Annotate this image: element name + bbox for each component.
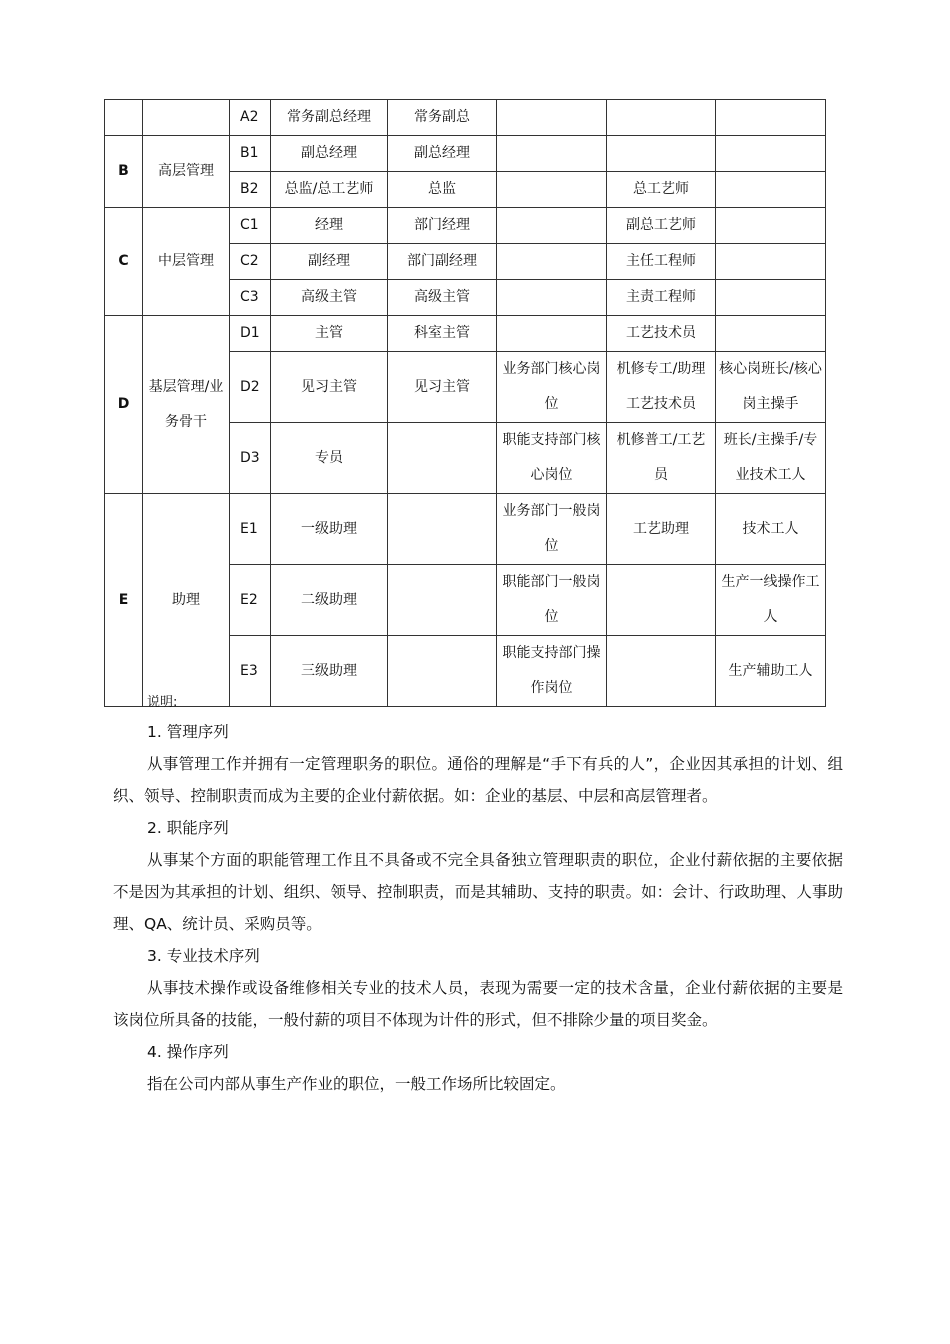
table-cell [607,100,716,136]
table-cell: 高级主管 [388,280,497,316]
table-cell: 常务副总经理 [271,100,388,136]
table-cell: 一级助理 [271,494,388,565]
table-cell: 工艺助理 [607,494,716,565]
table-cell [497,244,607,280]
section-title: 4. 操作序列 [147,1043,229,1061]
table-cell: 生产辅助工人 [716,636,826,707]
grade-code-cell: D2 [230,352,271,423]
table-cell: 主管 [271,316,388,352]
table-row [105,208,826,244]
table-cell: 副总经理 [388,136,497,172]
table-cell: 工艺技术员 [607,316,716,352]
table-cell [497,280,607,316]
level-name-cell: 中层管理 [143,208,230,316]
grade-code-cell: B1 [230,136,271,172]
table-cell [497,100,607,136]
table-row [105,494,826,565]
level-name-cell: 高层管理 [143,136,230,208]
table-cell: 总监 [388,172,497,208]
level-cell: D [105,316,143,494]
level-name-cell: 基层管理/业务骨干 [143,316,230,494]
grade-code-cell: A2 [230,100,271,136]
grade-code-cell: C2 [230,244,271,280]
table-cell [388,565,497,636]
grade-code-cell: C3 [230,280,271,316]
level-cell [105,100,143,136]
table-cell: 主责工程师 [607,280,716,316]
table-cell [716,136,826,172]
table-cell: 专员 [271,423,388,494]
grade-code-cell: D3 [230,423,271,494]
table-cell [497,172,607,208]
level-cell: C [105,208,143,316]
grade-code-cell: E3 [230,636,271,707]
table-cell: 科室主管 [388,316,497,352]
notes-label: 说明: [147,695,178,710]
table-cell: 总监/总工艺师 [271,172,388,208]
table-cell [497,208,607,244]
table-cell: 经理 [271,208,388,244]
table-cell: 部门副经理 [388,244,497,280]
table-cell [716,100,826,136]
table-cell [388,423,497,494]
level-cell: E [105,494,143,707]
table-cell: 副总工艺师 [607,208,716,244]
table-cell: 总工艺师 [607,172,716,208]
level-name-cell: 助理 [143,494,230,707]
table-cell: 职能支持部门操作岗位 [497,636,607,707]
notes-section [113,690,843,1100]
section-paragraph: 从事某个方面的职能管理工作且不具备或不完全具备独立管理职责的职位，企业付薪依据的主要依据不是因为其承担的计划、组织、领导、控制职责，而是其辅助、支持的职责。如：会计、行政助理、人事助理、QA、统计员、采购员等。 [113,851,843,933]
table-cell [388,494,497,565]
table-cell [607,136,716,172]
table-cell [716,172,826,208]
table-cell: 高级主管 [271,280,388,316]
table-row [105,316,826,352]
table-cell: 部门经理 [388,208,497,244]
table-cell [716,280,826,316]
table-cell [716,244,826,280]
section-paragraph: 从事管理工作并拥有一定管理职务的职位。通俗的理解是“手下有兵的人”，企业因其承担的计划、组织、领导、控制职责而成为主要的企业付薪依据。如：企业的基层、中层和高层管理者。 [113,755,843,805]
section-title: 3. 专业技术序列 [147,947,260,965]
table-row [105,136,826,172]
grade-code-cell: C1 [230,208,271,244]
table-cell: 副总经理 [271,136,388,172]
table-cell [716,316,826,352]
table-cell: 三级助理 [271,636,388,707]
table-cell: 主任工程师 [607,244,716,280]
grade-code-cell: B2 [230,172,271,208]
section-title: 1. 管理序列 [147,723,229,741]
table-cell: 副经理 [271,244,388,280]
table-cell [607,565,716,636]
grade-code-cell: E2 [230,565,271,636]
section-paragraph: 从事技术操作或设备维修相关专业的技术人员，表现为需要一定的技术含量，企业付薪依据的主要是该岗位所具备的技能，一般付薪的项目不体现为计件的形式，但不排除少量的项目奖金。 [113,979,843,1029]
grade-code-cell: E1 [230,494,271,565]
table-cell: 业务部门核心岗位 [497,352,607,423]
table-cell: 常务副总 [388,100,497,136]
level-name-cell [143,100,230,136]
table-cell [497,316,607,352]
table-cell: 生产一线操作工人 [716,565,826,636]
table-cell: 业务部门一般岗位 [497,494,607,565]
table-row [105,100,826,136]
table-cell: 职能支持部门核心岗位 [497,423,607,494]
table-cell: 职能部门一般岗位 [497,565,607,636]
table-cell [716,208,826,244]
section-title: 2. 职能序列 [147,819,229,837]
table-cell: 见习主管 [271,352,388,423]
grade-table [104,99,826,707]
table-cell [497,136,607,172]
table-cell: 机修普工/工艺员 [607,423,716,494]
grade-code-cell: D1 [230,316,271,352]
table-cell: 二级助理 [271,565,388,636]
table-cell: 见习主管 [388,352,497,423]
table-cell: 核心岗班长/核心岗主操手 [716,352,826,423]
table-cell: 机修专工/助理工艺技术员 [607,352,716,423]
table-cell: 技术工人 [716,494,826,565]
level-cell: B [105,136,143,208]
table-cell: 班长/主操手/专业技术工人 [716,423,826,494]
section-paragraph: 指在公司内部从事生产作业的职位，一般工作场所比较固定。 [147,1075,566,1093]
